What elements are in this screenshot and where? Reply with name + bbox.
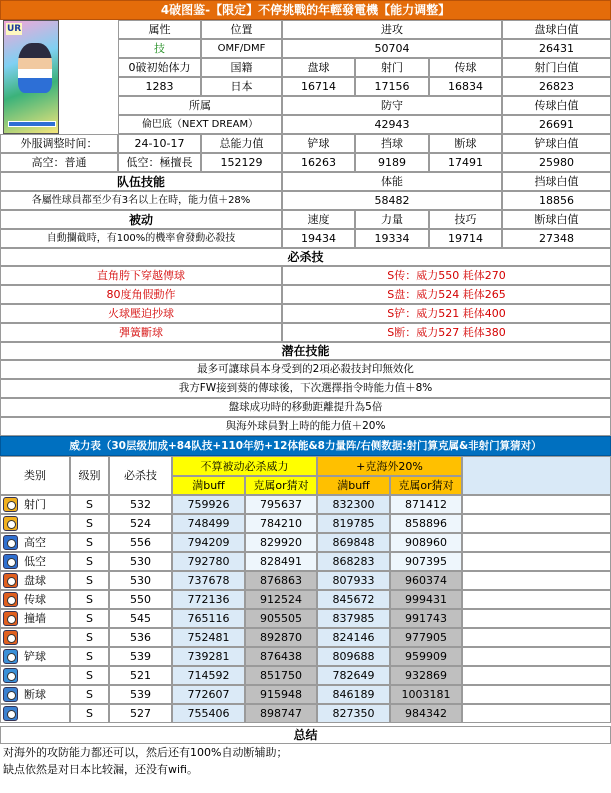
value-attack: 50704 [282,39,502,58]
skill-type-icon [3,516,18,531]
power-row-counter: 784210 [245,514,317,533]
power-row-type: 传球 [0,590,70,609]
skill-type-icon [3,554,18,569]
card-position-bar [8,121,56,127]
skill-type-icon [3,497,18,512]
power-row-full-buff: 755406 [172,704,245,723]
power-row-rank: S [70,647,109,666]
power-row-full-buff-2: 827350 [317,704,390,723]
power-row-blank [462,533,611,552]
power-header-type: 类别 [0,456,70,495]
power-row-counter: 851750 [245,666,317,685]
info-row7-cell-7: 铲球白值 [502,134,611,153]
power-row-blank [462,704,611,723]
power-row-full-buff: 752481 [172,628,245,647]
r4-cell-4: 17156 [355,77,429,96]
power-row-blank [462,647,611,666]
power-row-blank [462,590,611,609]
label-speed: 速度 [282,210,355,229]
power-header-overseas: +克海外20% [317,456,462,476]
power-row-skill: 530 [109,571,172,590]
skill-type-icon [3,592,18,607]
power-row-rank: S [70,685,109,704]
label-power: 力量 [355,210,429,229]
label-dribble-base: 盘球白值 [502,20,611,39]
potential-skill-line: 最多可讓球員本身受到的2項必殺技封印無效化 [0,360,611,379]
power-row-counter-2: 984342 [390,704,462,723]
power-row-full-buff-2: 824146 [317,628,390,647]
label-passive: 被动 [0,210,282,229]
potential-skill-line: 與海外球員對上時的能力值＋20% [0,417,611,436]
power-row-counter-2: 858896 [390,514,462,533]
power-row-rank: S [70,571,109,590]
power-table-title: 威力表（30层级加成+84队技+110年奶+12体能&8力量阵/右侧数据:射门算克属&非射门算猜对） [0,436,611,456]
power-row-full-buff-2: 845672 [317,590,390,609]
value-power: 19334 [355,229,429,248]
power-row-rank: S [70,628,109,647]
skill-type-icon [3,706,18,721]
power-row-skill: 556 [109,533,172,552]
power-row-skill: 536 [109,628,172,647]
special-skill-name: 彈簧斷球 [0,323,282,342]
value-intercept-base: 27348 [502,229,611,248]
r3-cell-1: 0破初始体力 [118,58,201,77]
power-row-full-buff: 748499 [172,514,245,533]
power-row-type: 盘球 [0,571,70,590]
power-row-blank [462,628,611,647]
special-skill-stat: S断：威力527 耗体380 [282,323,611,342]
r3-cell-2: 国籍 [201,58,282,77]
info-row7-cell-3: 总能力值 [201,134,282,153]
r3-cell-4: 射门 [355,58,429,77]
power-row-full-buff: 737678 [172,571,245,590]
page-title: 4破图鉴-【限定】不停挑戰的年輕發電機【能力调整】 [0,0,611,20]
value-club: 倫巴底（NEXT DREAM） [118,115,282,134]
power-row-full-buff-2: 869848 [317,533,390,552]
power-row-counter: 912524 [245,590,317,609]
power-sub-counter: 克属or猜对 [245,476,317,495]
special-skill-stat: S传：威力550 耗体270 [282,266,611,285]
power-row-full-buff-2: 846189 [317,685,390,704]
power-row-full-buff: 792780 [172,552,245,571]
power-row-counter-2: 907395 [390,552,462,571]
power-row-rank: S [70,666,109,685]
power-row-counter-2: 1003181 [390,685,462,704]
r4-cell-6: 26823 [502,77,611,96]
power-row-counter: 876438 [245,647,317,666]
power-row-rank: S [70,514,109,533]
info-row7-cell-1: 外服调整时间： [0,134,118,153]
power-row-full-buff: 794209 [172,533,245,552]
special-skill-name: 火球壓迫抄球 [0,304,282,323]
info-row7-cell-5: 挡球 [355,134,429,153]
r3-cell-6: 射门白值 [502,58,611,77]
power-row-full-buff: 772136 [172,590,245,609]
power-row-full-buff: 714592 [172,666,245,685]
power-row-counter-2: 999431 [390,590,462,609]
power-row-blank [462,514,611,533]
power-row-skill: 527 [109,704,172,723]
r4-cell-1: 1283 [118,77,201,96]
power-row-counter-2: 959909 [390,647,462,666]
label-pass-base: 传球白值 [502,96,611,115]
power-row-rank: S [70,533,109,552]
power-row-blank [462,685,611,704]
label-position: 位置 [201,20,282,39]
power-row-type: 高空 [0,533,70,552]
value-defense: 42943 [282,115,502,134]
power-row-full-buff-2: 807933 [317,571,390,590]
power-row-full-buff: 739281 [172,647,245,666]
power-sub-counter-2: 克属or猜对 [390,476,462,495]
power-row-type: 低空 [0,552,70,571]
label-block-base: 挡球白值 [502,172,611,191]
label-stamina: 体能 [282,172,502,191]
skill-type-icon [3,668,18,683]
power-row-full-buff-2: 868283 [317,552,390,571]
value-attribute: 技 [118,39,201,58]
power-row-counter: 892870 [245,628,317,647]
summary-line: 缺点依然是对日本比较漏，还没有wifi。 [3,763,198,776]
power-row-full-buff: 759926 [172,495,245,514]
special-skill-name: 直角胯下穿越傳球 [0,266,282,285]
value-pass-base: 26691 [502,115,611,134]
power-row-counter-2: 991743 [390,609,462,628]
special-skills-header: 必杀技 [0,248,611,266]
power-row-blank [462,571,611,590]
power-row-counter-2: 932869 [390,666,462,685]
info-row8-cell-4: 16263 [282,153,355,172]
power-row-full-buff: 765116 [172,609,245,628]
power-row-skill: 532 [109,495,172,514]
info-row8-cell-5: 9189 [355,153,429,172]
power-row-rank: S [70,704,109,723]
value-dribble-base: 26431 [502,39,611,58]
power-row-blank [462,666,611,685]
r4-cell-3: 16714 [282,77,355,96]
potential-skills-header: 潜在技能 [0,342,611,360]
power-row-blank [462,552,611,571]
info-row7-cell-2: 24-10-17 [118,134,201,153]
skill-type-icon [3,573,18,588]
skill-type-icon [3,611,18,626]
power-row-counter: 905505 [245,609,317,628]
label-intercept-base: 断球白值 [502,210,611,229]
power-row-rank: S [70,552,109,571]
power-row-type: 撞墙 [0,609,70,628]
power-header-blank [462,456,611,495]
rarity-badge: UR [7,24,22,34]
power-row-full-buff-2: 832300 [317,495,390,514]
summary-line: 对海外的攻防能力都还可以，然后还有100%自动断辅助； [3,746,288,759]
r4-cell-5: 16834 [429,77,502,96]
power-header-no-passive: 不算被动必杀威力 [172,456,317,476]
info-row8-cell-2: 低空：極擅長 [118,153,201,172]
player-figure [18,43,52,93]
power-row-blank [462,495,611,514]
power-row-full-buff-2: 819785 [317,514,390,533]
power-row-skill: 524 [109,514,172,533]
info-row7-cell-4: 铲球 [282,134,355,153]
skill-type-icon [3,630,18,645]
power-sub-full-buff-2: 满buff [317,476,390,495]
power-header-skill: 必杀技 [109,456,172,495]
label-attribute: 属性 [118,20,201,39]
power-row-full-buff-2: 809688 [317,647,390,666]
power-row-type: 断球 [0,685,70,704]
power-row-rank: S [70,609,109,628]
power-row-skill: 530 [109,552,172,571]
label-team-skill: 队伍技能 [0,172,282,191]
label-technique: 技巧 [429,210,502,229]
power-row-counter: 915948 [245,685,317,704]
power-row-rank: S [70,590,109,609]
power-row-skill: 521 [109,666,172,685]
skill-type-icon [3,649,18,664]
power-row-counter: 829920 [245,533,317,552]
special-skill-stat: S铲：威力521 耗体400 [282,304,611,323]
value-block-base: 18856 [502,191,611,210]
r4-cell-2: 日本 [201,77,282,96]
value-team-skill: 各屬性球員都至少有3名以上在時，能力值＋28% [0,191,282,210]
power-row-counter: 898747 [245,704,317,723]
value-passive: 自動攔截時，有100%的機率會發動必殺技 [0,229,282,248]
label-club: 所属 [118,96,282,115]
power-row-skill: 539 [109,647,172,666]
info-row8-cell-1: 高空：普通 [0,153,118,172]
special-skill-name: 80度角假動作 [0,285,282,304]
info-row8-cell-6: 17491 [429,153,502,172]
power-row-counter-2: 977905 [390,628,462,647]
power-row-counter: 828491 [245,552,317,571]
value-stamina: 58482 [282,191,502,210]
power-row-counter-2: 871412 [390,495,462,514]
info-row7-cell-6: 断球 [429,134,502,153]
value-speed: 19434 [282,229,355,248]
power-row-counter-2: 908960 [390,533,462,552]
potential-skill-line: 盤球成功時的移動距離提升為5倍 [0,398,611,417]
power-row-rank: S [70,495,109,514]
power-row-type: 射门 [0,495,70,514]
skill-type-icon [3,535,18,550]
power-row-type: 铲球 [0,647,70,666]
summary-header: 总结 [0,726,611,744]
info-row8-cell-7: 25980 [502,153,611,172]
power-row-counter: 795637 [245,495,317,514]
value-technique: 19714 [429,229,502,248]
r3-cell-3: 盘球 [282,58,355,77]
r3-cell-5: 传球 [429,58,502,77]
power-row-full-buff-2: 837985 [317,609,390,628]
power-row-counter-2: 960374 [390,571,462,590]
potential-skill-line: 我方FW接到葵的傳球後，下次選擇指令時能力值＋8% [0,379,611,398]
power-row-skill: 550 [109,590,172,609]
power-row-counter: 876863 [245,571,317,590]
value-position: OMF/DMF [201,39,282,58]
power-row-full-buff: 772607 [172,685,245,704]
info-row8-cell-3: 152129 [201,153,282,172]
player-card-image [3,20,59,134]
power-row-skill: 539 [109,685,172,704]
label-defense: 防守 [282,96,502,115]
special-skill-stat: S盘：威力524 耗体265 [282,285,611,304]
power-header-rank: 级别 [70,456,109,495]
power-row-blank [462,609,611,628]
power-row-full-buff-2: 782649 [317,666,390,685]
power-sub-full-buff: 满buff [172,476,245,495]
power-row-skill: 545 [109,609,172,628]
skill-type-icon [3,687,18,702]
label-attack: 进攻 [282,20,502,39]
